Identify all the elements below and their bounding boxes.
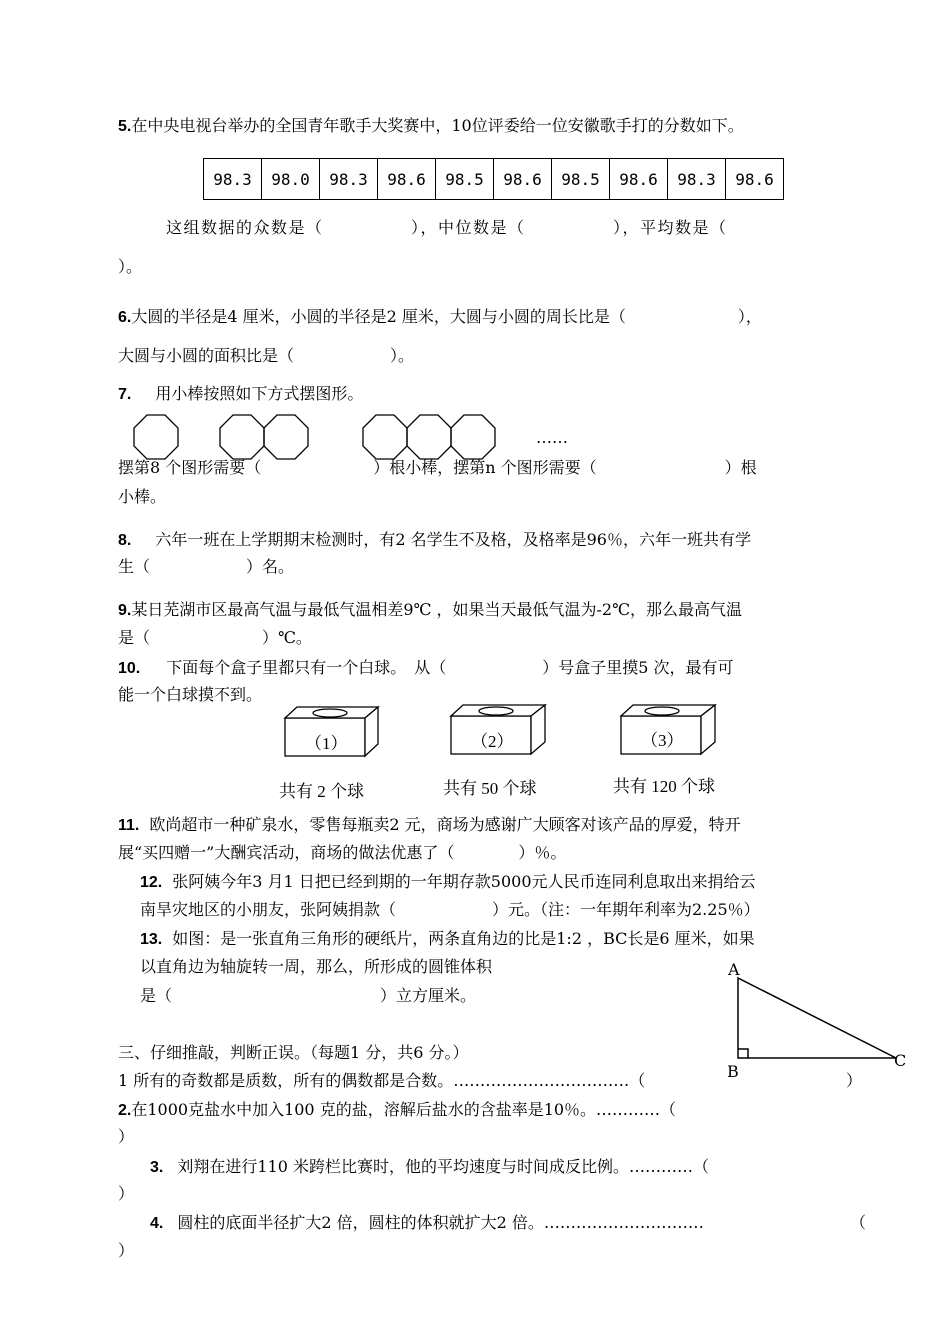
q8-line-2: 生（ ）名。 — [118, 557, 295, 576]
box-3-label: （3） — [641, 731, 684, 750]
q11-text: 欧尚超市一种矿泉水，零售每瓶卖2 元，商场为感谢广大顾客对该产品的厚爱，特开 — [149, 815, 741, 834]
q10-text: 下面每个盒子里都只有一个白球。 从（ ）号盒子里摸5 次，最有可 — [166, 658, 734, 677]
tf-item-number: 2. — [118, 1102, 132, 1119]
q8-number: 8. — [118, 532, 132, 549]
tf-item-4-open: （ — [850, 1213, 867, 1232]
q9-line-2: 是（ ）℃。 — [118, 628, 312, 647]
score-cell: 98.3 — [668, 159, 726, 200]
q7-line-3: 小棒。 — [118, 487, 167, 506]
vertex-a-label: A — [728, 960, 740, 979]
q5-number: 5. — [118, 118, 132, 135]
q10-line-2: 能一个白球摸不到。 — [118, 685, 263, 704]
score-cell: 98.5 — [436, 159, 494, 200]
q5-text: 在中央电视台举办的全国青年歌手大奖赛中，10位评委给一位安徽歌手打的分数如下。 — [131, 116, 744, 135]
tf-item-1 — [118, 1071, 645, 1091]
tf-item-3 — [150, 1157, 709, 1178]
q13-line-2: 以直角边为轴旋转一周，那么，所形成的圆锥体积 — [140, 957, 493, 976]
q12-number: 12. — [140, 874, 163, 891]
q7-ellipsis: …… — [536, 428, 568, 447]
tf-item-2-close: ） — [118, 1127, 135, 1146]
score-cell: 98.5 — [552, 159, 610, 200]
score-cell: 98.3 — [204, 159, 262, 200]
score-cell: 98.6 — [610, 159, 668, 200]
q13-text: 如图：是一张直角三角形的硬纸片，两条直角边的比是1:2 ，BC长是6 厘米，如果 — [172, 929, 755, 948]
score-cell: 98.6 — [378, 159, 436, 200]
score-cell: 98.6 — [494, 159, 552, 200]
tf-item-text: 所有的奇数都是质数，所有的偶数都是合数。…………………………… — [133, 1071, 630, 1090]
tf-item-text: 刘翔在进行110 米跨栏比赛时，他的平均速度与时间成反比例。…………（ — [177, 1157, 709, 1176]
tf-item-3-close: ） — [118, 1184, 135, 1203]
score-cell: 98.6 — [726, 159, 784, 200]
box-3-caption: 共有 120 个球 — [613, 777, 715, 796]
q12-text: 张阿姨今年3 月1 日把已经到期的一年期存款5000元人民币连同利息取出来捐给云 — [172, 872, 756, 891]
score-cell: 98.0 — [262, 159, 320, 200]
tf-item-text: 在1000克盐水中加入100 克的盐，溶解后盐水的含盐率是10％。…………（ — [131, 1100, 677, 1119]
box-2-label: （2） — [471, 732, 514, 751]
tf-item-number: 3. — [150, 1159, 164, 1176]
box-1-caption: 共有 2 个球 — [279, 782, 364, 801]
tf-item-4 — [150, 1213, 704, 1234]
tf-item-number: 4. — [150, 1215, 164, 1232]
q11-line-2: 展“买四赠一”大酬宾活动，商场的做法优惠了（ ）％。 — [118, 843, 567, 862]
vertex-c-label: C — [894, 1051, 907, 1070]
right-angle-mark — [738, 1049, 748, 1058]
q5-line-3: ）。 — [118, 257, 143, 276]
q10-number: 10. — [118, 660, 141, 677]
tf-item-text: 圆柱的底面半径扩大2 倍，圆柱的体积就扩大2 倍。………………………… — [177, 1213, 704, 1232]
q13-number: 13. — [140, 931, 163, 948]
vertex-b-label: B — [727, 1062, 739, 1081]
q6-text: 大圆的半径是4 厘米，小圆的半径是2 厘米，大圆与小圆的周长比是（ ）， — [131, 307, 762, 326]
q11-number: 11. — [118, 817, 140, 834]
box-1-label: （1） — [305, 734, 348, 753]
score-cell: 98.3 — [320, 159, 378, 200]
q7-number: 7. — [118, 386, 132, 403]
q7-line-2: 摆第8 个图形需要（ ）根小棒，摆第n 个图形需要（ ）根 — [118, 458, 757, 477]
tf-paren-open: （ — [629, 1071, 646, 1090]
q7-text: 用小棒按照如下方式摆图形。 — [155, 384, 364, 403]
q8-text: 六年一班在上学期期末检测时，有2 名学生不及格，及格率是96％，六年一班共有学 — [155, 530, 751, 549]
q9-number: 9. — [118, 602, 132, 619]
q6-line-2: 大圆与小圆的面积比是（ ）。 — [118, 346, 415, 365]
q9-text: 某日芜湖市区最高气温与最低气温相差9℃ ，如果当天最低气温为-2℃，那么最高气温 — [131, 600, 742, 619]
q13-line-3: 是（ ）立方厘米。 — [140, 986, 477, 1005]
q5-line-2: 这组数据的众数是（ ），中位数是（ ），平均数是（ — [166, 218, 728, 237]
tf-item-2 — [118, 1100, 676, 1121]
q6-number: 6. — [118, 309, 132, 326]
triangle — [738, 978, 896, 1058]
tf-item-1-close: ） — [846, 1071, 863, 1090]
tf-item-4-close: ） — [118, 1241, 135, 1260]
box-2-caption: 共有 50 个球 — [443, 779, 537, 798]
section3-title: 三、仔细推敲，判断正误。（每题1 分，共6 分。） — [118, 1043, 469, 1062]
tf-item-number: 1 — [118, 1071, 129, 1090]
q12-line-2: 南旱灾地区的小朋友，张阿姨捐款（ ）元。（注：一年期年利率为2.25％） — [140, 900, 760, 919]
